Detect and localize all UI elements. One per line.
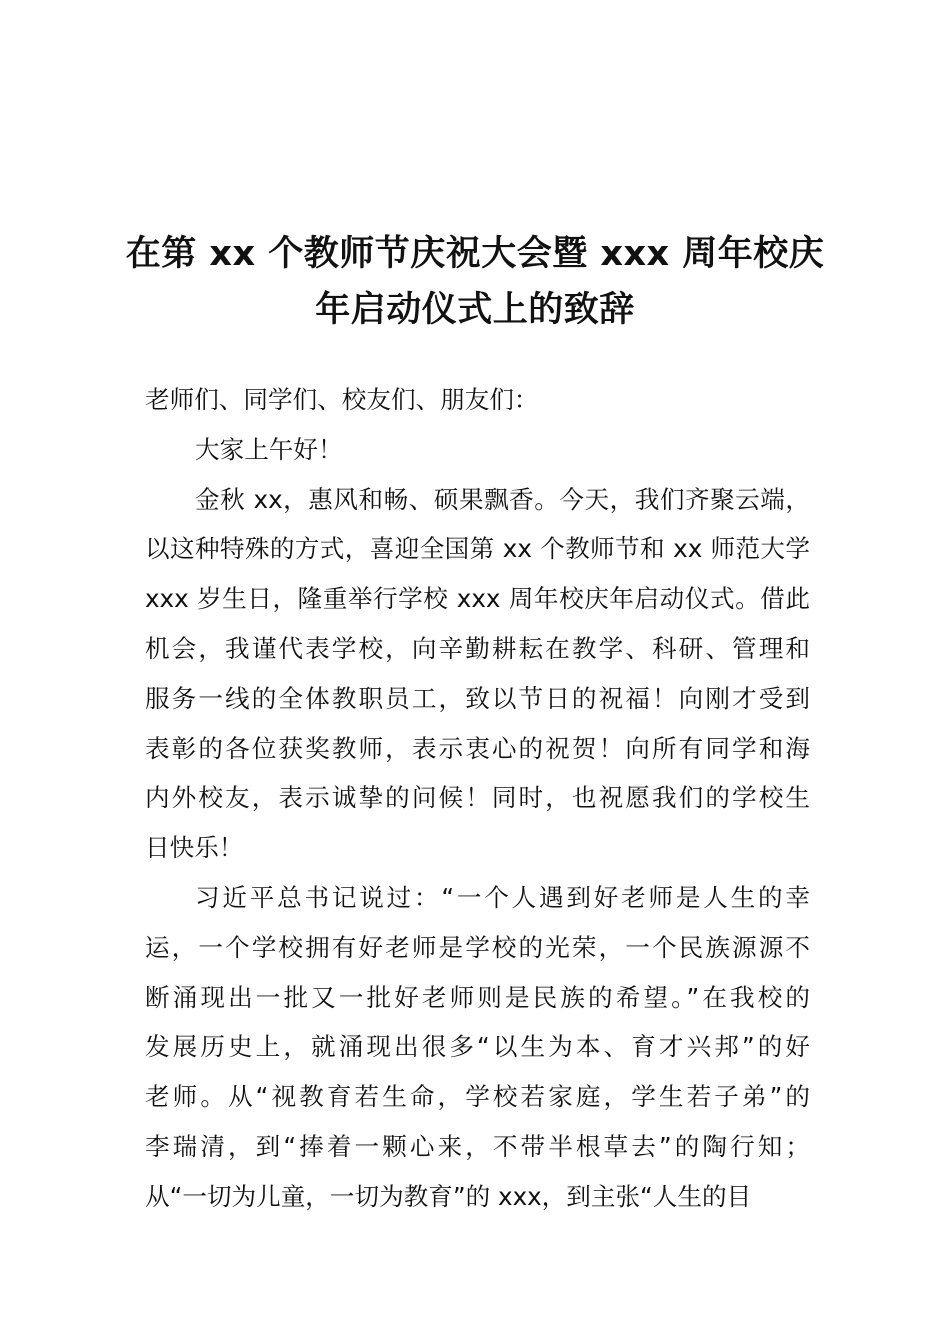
paragraph bbox=[145, 425, 810, 475]
paragraph-line: 老师。从“视教育若生命，学校若家庭，学生若子弟”的 bbox=[145, 1082, 810, 1112]
paragraph-line: 服务一线的全体教职员工，致以节日的祝福！向刚才受到 bbox=[145, 683, 810, 713]
paragraph-line: 老师们、同学们、校友们、朋友们： bbox=[145, 385, 539, 414]
paragraph-line: 机会，我谨代表学校，向辛勤耕耘在教学、科研、管理和 bbox=[145, 633, 810, 663]
paragraph-line: 以这种特殊的方式，喜迎全国第 xx 个教师节和 xx 师范大学 bbox=[145, 534, 810, 564]
paragraph-line: 李瑞清，到“捧着一颗心来，不带半根草去”的陶行知； bbox=[145, 1131, 810, 1161]
paragraph-line: 金秋 xx，惠风和畅、硕果飘香。今天，我们齐聚云端， bbox=[195, 484, 810, 514]
paragraph bbox=[145, 375, 810, 425]
paragraph bbox=[145, 873, 810, 1222]
paragraph-line: 断涌现出一批又一批好老师则是民族的希望。”在我校的 bbox=[145, 982, 810, 1012]
document-title bbox=[100, 226, 850, 338]
paragraph-line: 发展历史上，就涌现出很多“以生为本、育才兴邦”的好 bbox=[145, 1032, 810, 1062]
paragraph-line: 日快乐！ bbox=[145, 833, 244, 863]
paragraph-line: 表彰的各位获奖教师，表示衷心的祝贺！向所有同学和海 bbox=[145, 733, 810, 763]
title-line: 年启动仪式上的致辞 bbox=[315, 290, 635, 330]
paragraph-line: 运，一个学校拥有好老师是学校的光荣，一个民族源源不 bbox=[145, 932, 810, 962]
paragraph-line: 大家上午好！ bbox=[195, 434, 343, 464]
paragraph-line: 习近平总书记说过：“一个人遇到好老师是人生的幸 bbox=[195, 882, 810, 912]
paragraph-line: 内外校友，表示诚挚的问候！同时，也祝愿我们的学校生 bbox=[145, 783, 810, 813]
title-line: 在第 xx 个教师节庆祝大会暨 xxx 周年校庆 bbox=[125, 234, 825, 274]
paragraph bbox=[145, 475, 810, 873]
document-body bbox=[145, 375, 810, 1222]
paragraph-line: xxx 岁生日，隆重举行学校 xxx 周年校庆年启动仪式。借此 bbox=[145, 584, 810, 614]
paragraph-line: 从“一切为儿童，一切为教育”的 xxx，到主张“人生的目 bbox=[145, 1181, 752, 1211]
